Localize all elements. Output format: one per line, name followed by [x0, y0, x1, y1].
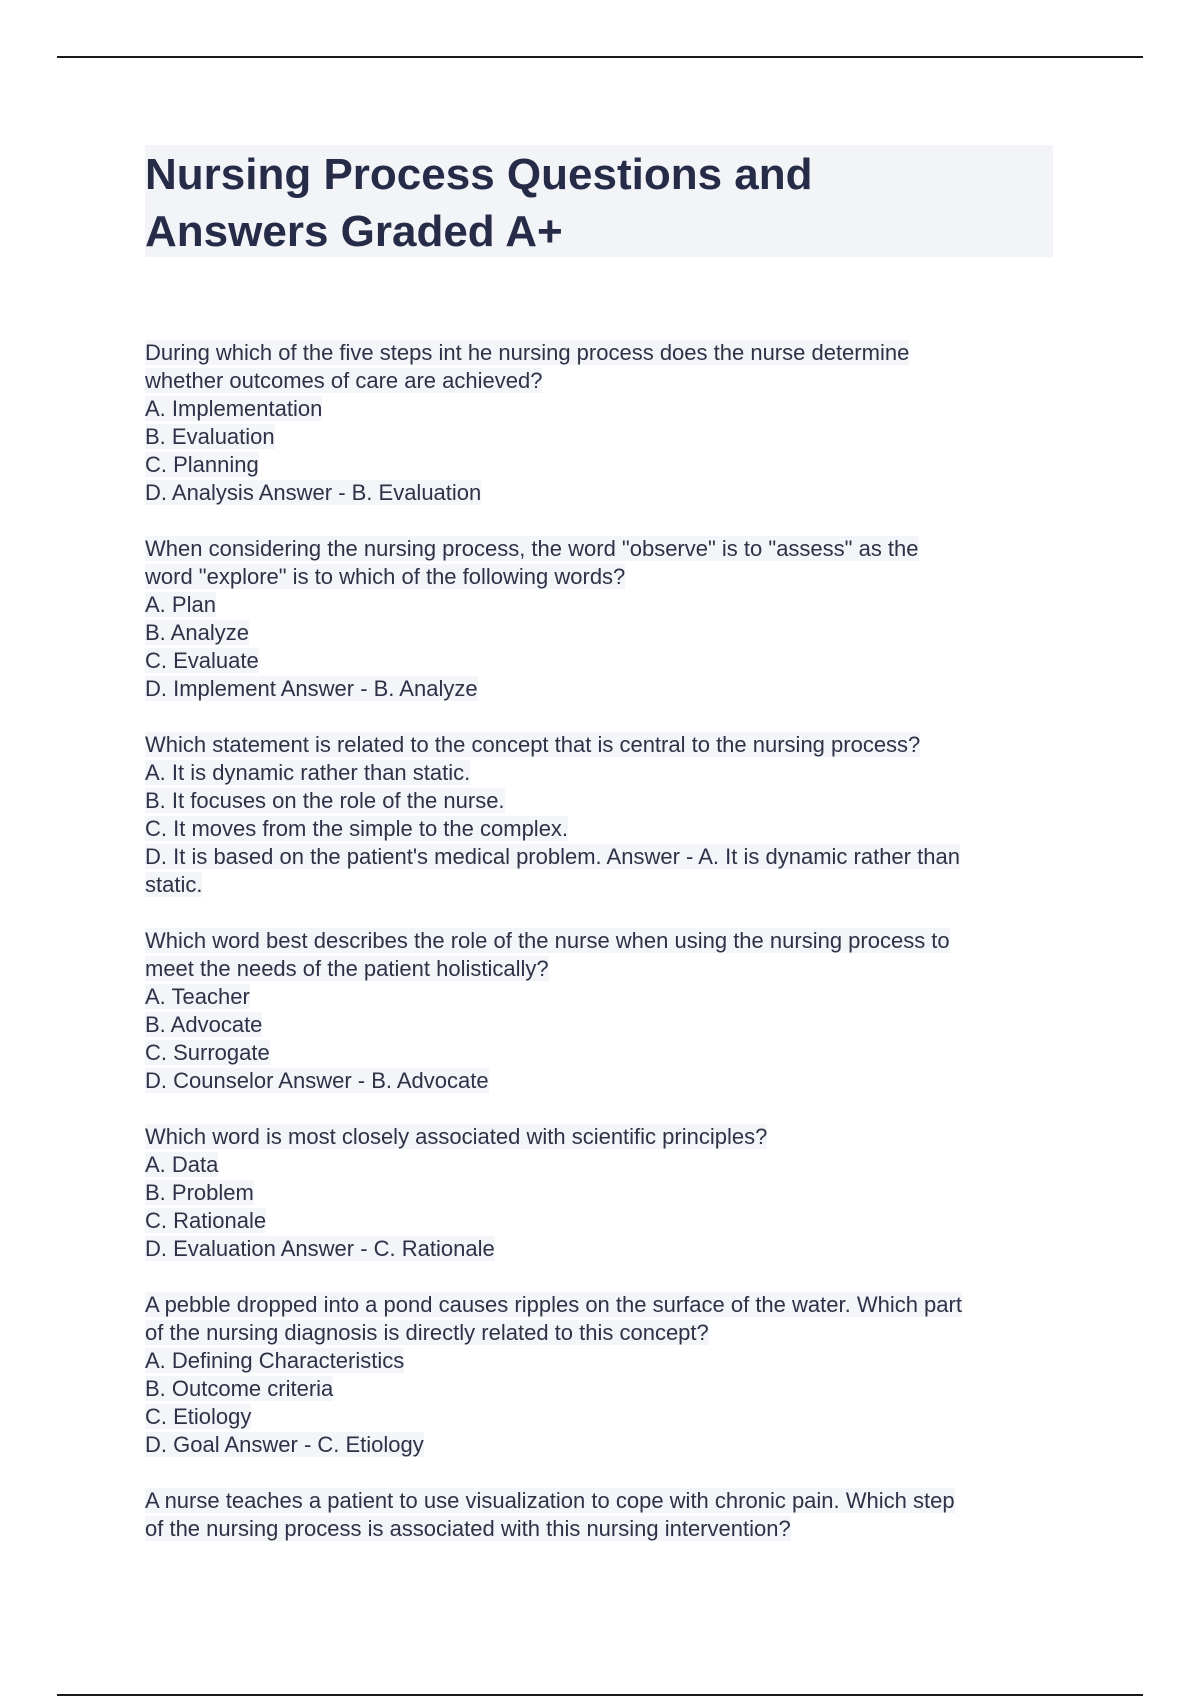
question-block [145, 1123, 1060, 1263]
text-line: Which word is most closely associated with scientific principles? [145, 1124, 768, 1149]
answer-option [145, 787, 1060, 815]
text-line: A. Data [145, 1152, 219, 1177]
question-text-line [145, 1319, 1060, 1347]
text-line: A pebble dropped into a pond causes ripples on the surface of the water. Which part [145, 1292, 962, 1317]
question-text-line [145, 955, 1060, 983]
top-rule [57, 56, 1143, 58]
answer-option [145, 619, 1060, 647]
question-text-line [145, 535, 1060, 563]
question-block [145, 1487, 1060, 1543]
text-line: D. Goal Answer - C. Etiology [145, 1432, 424, 1457]
question-text-line [145, 1291, 1060, 1319]
bottom-rule [57, 1694, 1143, 1696]
answer-option [145, 1067, 1060, 1095]
text-line: meet the needs of the patient holistically? [145, 956, 549, 981]
text-line: word "explore" is to which of the following words? [145, 564, 626, 589]
question-block [145, 1291, 1060, 1459]
answer-option [145, 1179, 1060, 1207]
answer-option [145, 815, 1060, 843]
text-line: B. Outcome criteria [145, 1376, 334, 1401]
answer-option [145, 1235, 1060, 1263]
question-text-line [145, 1515, 1060, 1543]
text-line: B. Evaluation [145, 424, 275, 449]
text-line: static. [145, 872, 203, 897]
answer-option [145, 1347, 1060, 1375]
text-line: B. Advocate [145, 1012, 263, 1037]
question-block [145, 339, 1060, 507]
text-line: D. It is based on the patient's medical problem. Answer - A. It is dynamic rather than [145, 844, 960, 869]
text-line: D. Implement Answer - B. Analyze [145, 676, 478, 701]
answer-option [145, 675, 1060, 703]
question-text-line [145, 927, 1060, 955]
text-line: of the nursing process is associated with this nursing intervention? [145, 1516, 791, 1541]
text-line: A. Teacher [145, 984, 250, 1009]
answer-option [145, 759, 1060, 787]
answer-option [145, 1011, 1060, 1039]
answer-option [145, 871, 1060, 899]
answer-option [145, 451, 1060, 479]
answer-option [145, 983, 1060, 1011]
question-text-line [145, 563, 1060, 591]
question-text-line [145, 731, 1060, 759]
question-text-line [145, 367, 1060, 395]
question-text-line [145, 339, 1060, 367]
answer-option [145, 843, 1060, 871]
text-line: C. Evaluate [145, 648, 259, 673]
text-line: D. Evaluation Answer - C. Rationale [145, 1236, 495, 1261]
question-text-line [145, 1123, 1060, 1151]
text-line: C. Etiology [145, 1404, 252, 1429]
text-line: A. Defining Characteristics [145, 1348, 405, 1373]
answer-option [145, 1039, 1060, 1067]
text-line: During which of the five steps int he nursing process does the nurse determine [145, 340, 910, 365]
text-line: A. Plan [145, 592, 216, 617]
text-line: C. Planning [145, 452, 259, 477]
answer-option [145, 1207, 1060, 1235]
answer-option [145, 591, 1060, 619]
question-text-line [145, 1487, 1060, 1515]
text-line: D. Analysis Answer - B. Evaluation [145, 480, 482, 505]
answer-option [145, 1431, 1060, 1459]
text-line: C. It moves from the simple to the complex. [145, 816, 569, 841]
text-line: A. It is dynamic rather than static. [145, 760, 471, 785]
question-block [145, 535, 1060, 703]
answer-option [145, 1403, 1060, 1431]
answer-option [145, 479, 1060, 507]
text-line: Which statement is related to the concept that is central to the nursing process? [145, 732, 921, 757]
text-line: C. Rationale [145, 1208, 267, 1233]
answer-option [145, 647, 1060, 675]
text-line: A. Implementation [145, 396, 323, 421]
text-line: Which word best describes the role of the nurse when using the nursing process to [145, 928, 950, 953]
answer-option [145, 1151, 1060, 1179]
question-block [145, 731, 1060, 899]
document-title: Nursing Process Questions and Answers Graded A+ [145, 150, 813, 256]
text-line: B. Analyze [145, 620, 249, 645]
text-line: C. Surrogate [145, 1040, 270, 1065]
text-line: When considering the nursing process, the word "observe" is to "assess" as the [145, 536, 919, 561]
text-line: B. Problem [145, 1180, 254, 1205]
question-block [145, 927, 1060, 1095]
text-line: D. Counselor Answer - B. Advocate [145, 1068, 489, 1093]
answer-option [145, 1375, 1060, 1403]
text-line: A nurse teaches a patient to use visualization to cope with chronic pain. Which step [145, 1488, 955, 1513]
text-line: B. It focuses on the role of the nurse. [145, 788, 505, 813]
question-list [145, 339, 1060, 1571]
answer-option [145, 395, 1060, 423]
text-line: of the nursing diagnosis is directly related to this concept? [145, 1320, 709, 1345]
answer-option [145, 423, 1060, 451]
text-line: whether outcomes of care are achieved? [145, 368, 543, 393]
